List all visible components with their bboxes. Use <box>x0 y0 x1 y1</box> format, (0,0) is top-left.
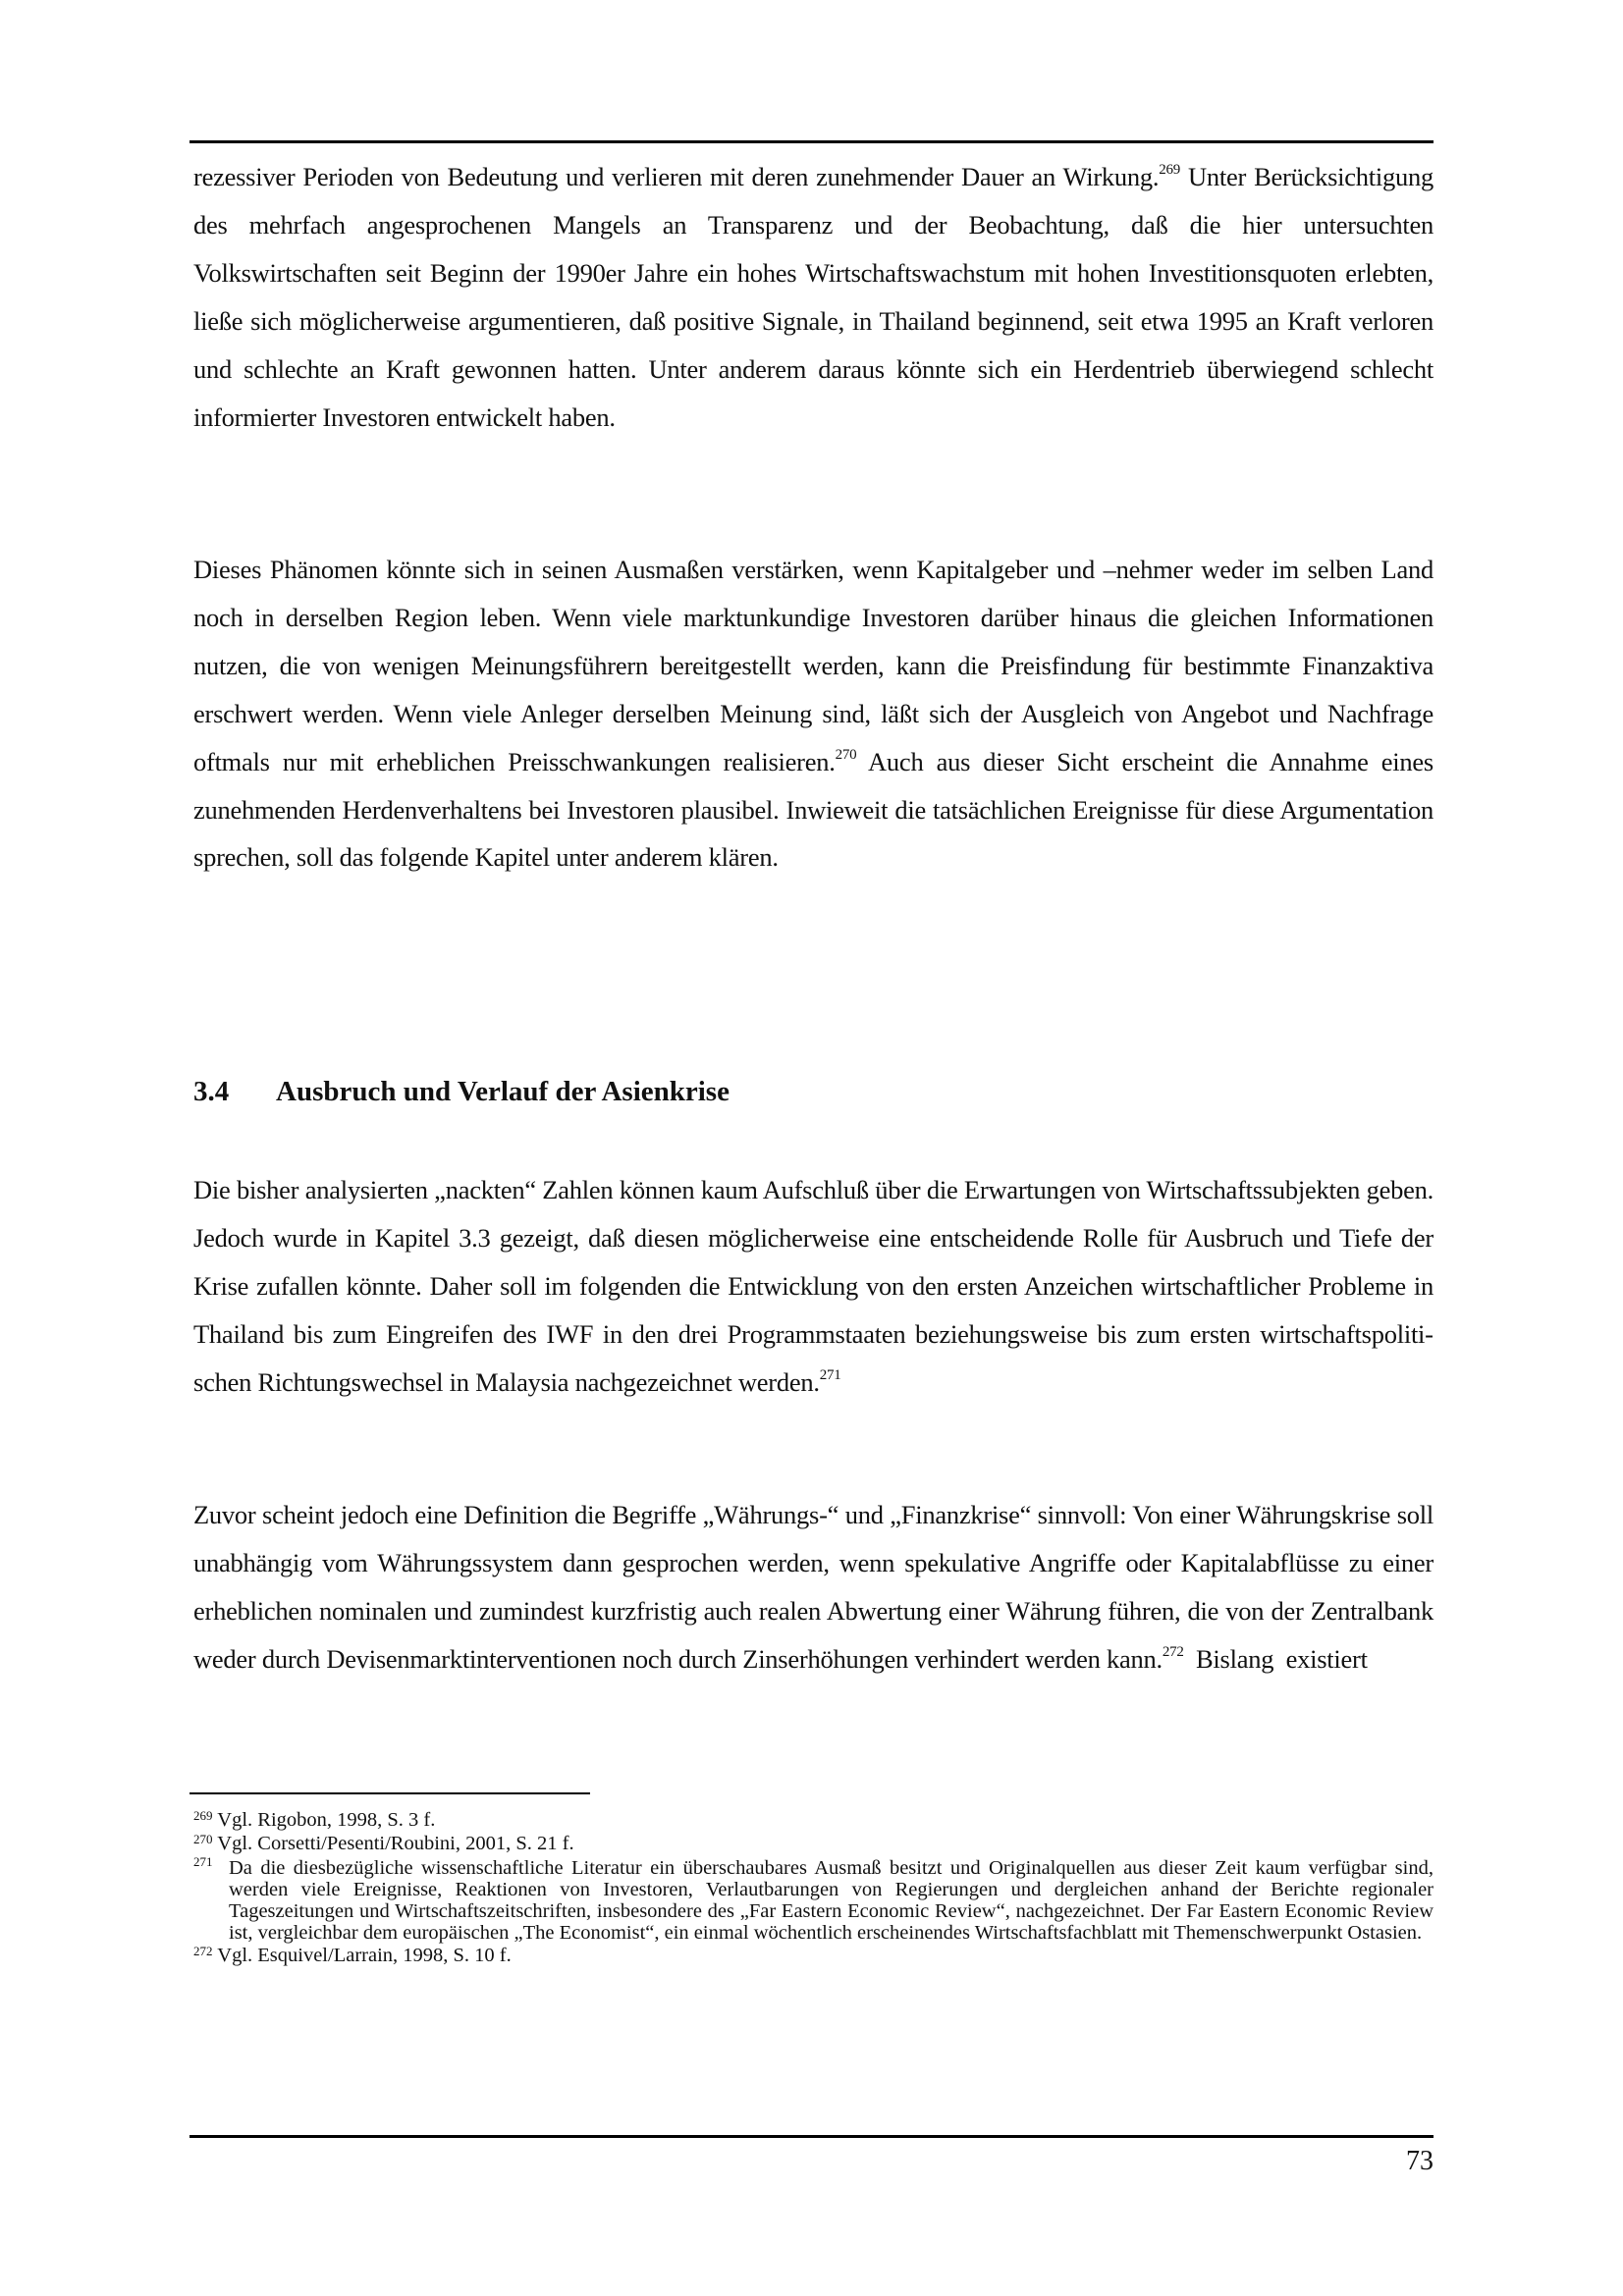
header-rule <box>189 140 1434 143</box>
paragraph-text: Bislang existiert <box>1183 1643 1368 1674</box>
section-number: 3.4 <box>193 1076 230 1107</box>
footer-rule <box>189 2135 1434 2138</box>
footnote-ref-271[interactable]: 271 <box>819 1366 841 1383</box>
footnote-272 <box>193 1945 1434 1968</box>
footnote-text: Vgl. Esquivel/Larrain, 1998, S. 10 f. <box>217 1944 512 1966</box>
paragraph-text: Die bisher analysierten „nackten“ Zahlen können kaum Aufschluß über die Erwartungen von Wirtschaftssubjekten geben. Jedoch wurde in Kapitel 3.3 gezeigt, daß diesen möglicherweise eine entscheidende Rolle für Ausbruch und Tiefe der Krise zufallen könnte. Daher soll im folgenden die Entwicklung von den ersten Anzeichen wirtschaftlicher Probleme in Thailand bis zum Eingreifen des IWF in den drei Programmstaaten beziehungsweise bis zum ersten wirtschaftspolitischen Richtungswechsel in Malaysia nachgezeichnet werden. <box>193 1175 1434 1397</box>
footnote-text: Vgl. Corsetti/Pesenti/Roubini, 2001, S. 21 f. <box>217 1833 574 1855</box>
footnote-ref-270[interactable]: 270 <box>835 746 857 763</box>
section-heading <box>193 1072 730 1111</box>
paragraph-1 <box>193 153 1434 441</box>
paragraph-text: Zuvor scheint jedoch eine Definition die Begriffe „Währungs-“ und „Finanzkrise“ sinnvoll: Von einer Währungskrise soll unabhängig vom Währungssystem dann gesprochen werden, wenn spekulative Angriffe oder Kapitalabflüsse zu einer erheblichen nominalen und zumindest kurzfristig auch realen Abwertung einer Währung führen, die von der Zentralbank weder durch Devisenmarktinterventionen noch durch Zinserhöhungen verhindert werden kann. <box>193 1500 1434 1674</box>
footnote-270 <box>193 1833 1434 1856</box>
footnote-text: Da die diesbezügliche wissenschaftliche Literatur ein überschaubares Ausmaß besitzt und Originalquellen aus dieser Zeit kaum verfügbar sind, werden viele Ereignisse, Reaktionen von Investoren, Verlautbarungen von Regierungen und dergleichen anhand der Berichte regionaler Tageszeitungen und Wirtschaftszeitschriften, insbesondere des „Far Eastern Economic Review“, nachgezeichnet. Der Far Eastern Economic Review ist, vergleichbar dem europäischen „The Economist“, ein einmal wöchentlich erscheinendes Wirtschaftsfachblatt mit Themenschwerpunkt Ostasien. <box>229 1856 1434 1945</box>
paragraph-2 <box>193 546 1434 881</box>
paragraph-4 <box>193 1491 1434 1683</box>
section-title: Ausbruch und Verlauf der Asienkrise <box>276 1076 730 1107</box>
footnote-mark: 272 <box>193 1943 213 1958</box>
footnotes <box>193 1809 1434 1968</box>
footnote-mark: 269 <box>193 1808 213 1823</box>
paragraph-text: rezessiver Perioden von Bedeutung und verlieren mit deren zunehmender Dauer an Wirkung. <box>193 162 1160 191</box>
footnote-269 <box>193 1809 1434 1833</box>
footnote-text: Vgl. Rigobon, 1998, S. 3 f. <box>217 1809 436 1831</box>
footnote-separator <box>189 1792 590 1794</box>
footnote-ref-272[interactable]: 272 <box>1162 1643 1184 1660</box>
paragraph-text: Dieses Phänomen könnte sich in seinen Ausmaßen verstärken, wenn Kapitalgeber und –nehmer weder im selben Land noch in derselben Region leben. Wenn viele marktunkundige Investoren darüber hinaus die gleichen Informationen nutzen, die von wenigen Meinungsführern bereitgestellt werden, kann die Preisfindung für bestimmte Finanzaktiva erschwert werden. Wenn viele Anleger derselben Meinung sind, läßt sich der Ausgleich von Angebot und Nachfrage oftmals nur mit erheblichen Preisschwankungen realisieren. <box>193 555 1434 776</box>
footnote-mark: 270 <box>193 1832 213 1847</box>
paragraph-text: Auch aus dieser Sicht erscheint die Annahme eines zunehmenden Herdenverhaltens bei Investoren plausibel. Inwieweit die tatsächlichen Ereignisse für diese Argumentation sprechen, soll das folgende Kapitel unter anderem klären. <box>193 746 1434 873</box>
page-number: 73 <box>1406 2146 1434 2176</box>
footnote-mark: 271 <box>193 1853 213 1869</box>
paragraph-3 <box>193 1166 1434 1407</box>
footnote-ref-269[interactable]: 269 <box>1159 162 1181 178</box>
footnote-271 <box>193 1853 1434 1945</box>
paragraph-text: Unter Berücksichtigung des mehrfach angesprochenen Mangels an Transparenz und der Beobachtung, daß die hier untersuchten Volkswirtschaften seit Beginn der 1990er Jahre ein hohes Wirtschaftswachstum mit hohen Investitionsquoten erlebten, ließe sich möglicherweise argumentieren, daß positive Signale, in Thailand beginnend, seit etwa 1995 an Kraft verloren und schlechte an Kraft gewonnen hatten. Unter anderem daraus könnte sich ein Herdentrieb überwiegend schlecht informierter Investoren entwickelt haben. <box>193 162 1434 432</box>
